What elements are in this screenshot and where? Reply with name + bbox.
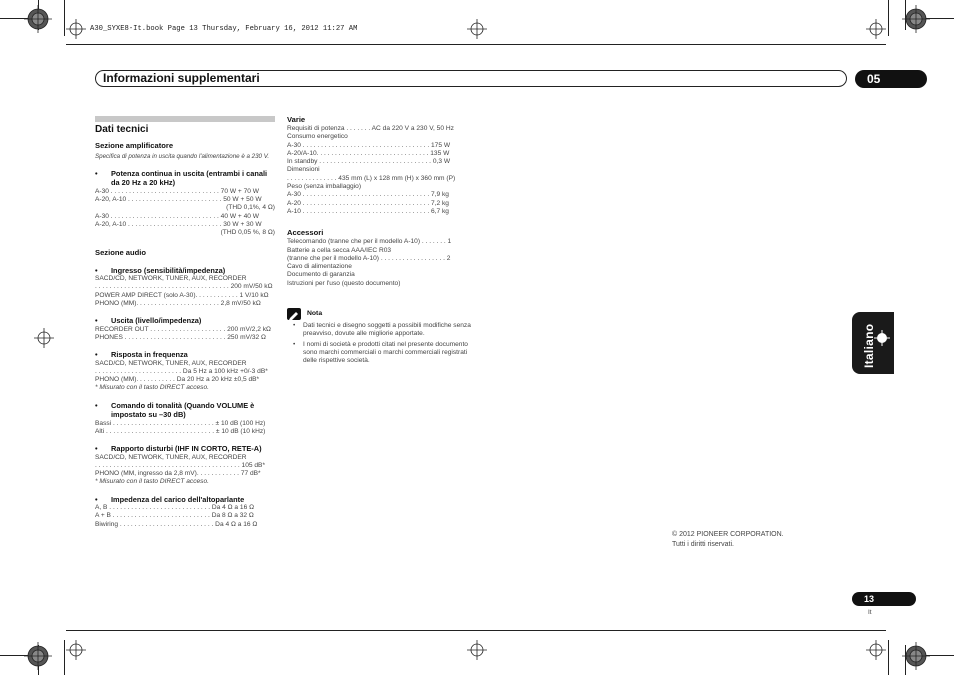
copyright-line: © 2012 PIONEER CORPORATION. <box>672 531 784 538</box>
power-heading: • Potenza continua in uscita (entrambi i canali da 20 Hz a 20 kHz) <box>95 169 275 188</box>
language-code: It <box>868 609 872 616</box>
note-item <box>293 341 473 366</box>
right-column <box>287 115 467 288</box>
note-text: I nomi di società e prodotti citati nel presente documento sono marchi commerciali o marchi commerciali registrati delle rispettive società. <box>303 340 468 365</box>
copyright-line: Tutti i diritti riservati. <box>672 541 734 548</box>
snr-heading: • Rapporto disturbi (IHF IN CORTO, RETE-A) <box>95 444 275 453</box>
spec-line: A + B . . . . . . . . . . . . . . . . . . . . . . . . . . . Da 8 Ω a 32 Ω <box>95 512 254 520</box>
registration-target-icon <box>902 5 930 33</box>
spec-line: A-20/A-10. . . . . . . . . . . . . . . . . . . . . . . . . . . . . . . 135 W <box>287 149 450 157</box>
note-item <box>293 322 473 339</box>
audio-section-heading: Sezione audio <box>95 247 147 257</box>
crosshair-icon <box>34 328 54 348</box>
varie-heading: Varie <box>287 115 306 124</box>
spec-line: Peso (senza imballaggio) <box>287 183 362 191</box>
page-number-badge: 13 <box>852 592 916 606</box>
spec-footnote: * Misurato con il tasto DIRECT acceso. <box>95 478 209 486</box>
amp-section-heading: Sezione amplificatore <box>95 141 174 150</box>
spec-line: A-30 . . . . . . . . . . . . . . . . . . . . . . . . . . . . . . 40 W + 40 W <box>95 212 259 220</box>
spec-line: A-20, A-10 . . . . . . . . . . . . . . . . . . . . . . . . . . 30 W + 30 W <box>95 221 262 228</box>
accessory-line: Telecomando (tranne che per il modello A-10) . . . . . . . 1 <box>287 238 452 246</box>
spec-line: A-10 . . . . . . . . . . . . . . . . . . . . . . . . . . . . . . . . . . . 6,7 kg <box>287 207 449 215</box>
spec-line: PHONO (MM). . . . . . . . . . . . . . . . . . . . . . . 2,8 mV/50 kΩ <box>95 299 261 307</box>
spec-line: PHONES . . . . . . . . . . . . . . . . . . . . . . . . . . . . 250 mV/32 Ω <box>95 333 266 341</box>
registration-target-icon <box>24 5 52 33</box>
specs-title: Dati tecnici <box>95 124 149 135</box>
spec-line: (THD 0,1%, 4 Ω) <box>226 204 275 212</box>
accessory-line: Istruzioni per l'uso (questo documento) <box>287 279 401 287</box>
spec-line: In standby . . . . . . . . . . . . . . . . . . . . . . . . . . . . . . . 0,3 W <box>287 158 451 166</box>
spec-line: Biwiring . . . . . . . . . . . . . . . . . . . . . . . . . . Da 4 Ω a 16 Ω <box>95 520 258 528</box>
section-title: Informazioni supplementari <box>103 71 260 85</box>
spec-line: PHONO (MM, ingresso da 2,8 mV). . . . . . . . . . . . 77 dB* <box>95 470 261 478</box>
note-title: Nota <box>307 310 323 317</box>
language-side-label-wrap <box>852 312 894 374</box>
spec-line: SACD/CD, NETWORK, TUNER, AUX, RECORDER <box>95 359 247 367</box>
spec-line: . . . . . . . . . . . . . . . . . . . . . . . . . . . . . . . . . . . . . . . . 105 dB* <box>95 461 266 469</box>
spec-line: Consumo energetico <box>287 133 348 141</box>
freq-heading: • Risposta in frequenza <box>95 350 275 359</box>
spec-line: Requisiti di potenza . . . . . . . AC da 220 V a 230 V, 50 Hz <box>287 125 454 132</box>
spec-footnote: * Misurato con il tasto DIRECT acceso. <box>95 384 209 392</box>
spec-line: PHONO (MM). . . . . . . . . . . Da 20 Hz a 20 kHz ±0,5 dB* <box>95 376 260 384</box>
note-text: Dati tecnici e disegno soggetti a possibili modifiche senza preavviso, dovute alle migliorie apportate. <box>303 322 471 338</box>
note-list <box>293 322 473 365</box>
spec-line: A, B . . . . . . . . . . . . . . . . . . . . . . . . . . . . Da 4 Ω a 16 Ω <box>95 504 254 512</box>
crosshair-icon <box>467 640 487 660</box>
registration-target-icon <box>24 642 52 670</box>
copyright-block <box>672 530 784 550</box>
spec-line: . . . . . . . . . . . . . . . . . . . . . . . . Da 5 Hz a 100 kHz +0/-3 dB* <box>95 367 268 375</box>
language-side-label: Italiano <box>862 323 876 368</box>
note-icon <box>287 308 301 320</box>
file-info-line: A30_SYXE8-It.book Page 13 Thursday, February 16, 2012 11:27 AM <box>90 25 358 33</box>
spec-line: . . . . . . . . . . . . . . . . . . . . . . . . . . . . . . . . . . . . . 200 mV/50 kΩ <box>95 283 273 291</box>
crosshair-icon <box>66 19 86 39</box>
spec-line: SACD/CD, NETWORK, TUNER, AUX, RECORDER <box>95 275 247 282</box>
accessory-line: Batterie a cella secca AAA/IEC R03 <box>287 246 392 254</box>
spec-line: A-20 . . . . . . . . . . . . . . . . . . . . . . . . . . . . . . . . . . . 7,2 kg <box>287 199 449 207</box>
chapter-badge: 05 <box>855 70 927 88</box>
crosshair-icon <box>66 640 86 660</box>
spec-line: RECORDER OUT . . . . . . . . . . . . . . . . . . . . . 200 mV/2,2 kΩ <box>95 325 271 333</box>
spec-line: (THD 0,05 %, 8 Ω) <box>220 229 275 237</box>
input-heading: • Ingresso (sensibilità/impedenza) <box>95 266 275 275</box>
tone-heading: • Comando di tonalità (Quando VOLUME è impostato su –30 dB) <box>95 401 275 420</box>
amp-note: Specifica di potenza in uscita quando l'alimentazione è a 230 V. <box>95 153 270 160</box>
spec-line: A-30 . . . . . . . . . . . . . . . . . . . . . . . . . . . . . . . . . . . 175 W <box>287 141 451 149</box>
crosshair-icon <box>467 19 487 39</box>
spec-line: . . . . . . . . . . . . . . 435 mm (L) x 128 mm (H) x 360 mm (P) <box>287 174 456 182</box>
accessory-line: Documento di garanzia <box>287 271 355 279</box>
registration-target-icon <box>902 642 930 670</box>
spec-line: A-30 . . . . . . . . . . . . . . . . . . . . . . . . . . . . . . . . . . . 7,9 kg <box>287 191 449 199</box>
accessory-line: Cavo di alimentazione <box>287 263 352 271</box>
spec-line: Bassi . . . . . . . . . . . . . . . . . . . . . . . . . . . . ± 10 dB (100 Hz) <box>95 419 266 427</box>
spec-line: Dimensioni <box>287 166 320 174</box>
bullet-icon: • <box>293 340 296 348</box>
accessories-heading: Accessori <box>287 228 324 238</box>
crosshair-icon <box>874 330 890 346</box>
output-heading: • Uscita (livello/impedenza) <box>95 316 275 325</box>
impedance-heading: • Impedenza del carico dell'altoparlante <box>95 495 275 504</box>
spec-line: Alti . . . . . . . . . . . . . . . . . . . . . . . . . . . . . . ± 10 dB (10 kHz) <box>95 427 266 435</box>
section-rule <box>95 116 275 122</box>
spec-line: SACD/CD, NETWORK, TUNER, AUX, RECORDER <box>95 453 247 461</box>
left-column <box>95 124 275 529</box>
crosshair-icon <box>866 640 886 660</box>
bullet-icon: • <box>293 322 296 329</box>
spec-line: A-20, A-10 . . . . . . . . . . . . . . . . . . . . . . . . . . 50 W + 50 W <box>95 196 262 204</box>
spec-line: A-30 . . . . . . . . . . . . . . . . . . . . . . . . . . . . . . 70 W + 70 W <box>95 187 259 195</box>
accessory-line: (tranne che per il modello A-10) . . . . . . . . . . . . . . . . . . 2 <box>287 254 451 262</box>
spec-line: POWER AMP DIRECT (solo A-30). . . . . . . . . . . . 1 V/10 kΩ <box>95 291 269 299</box>
crosshair-icon <box>866 19 886 39</box>
